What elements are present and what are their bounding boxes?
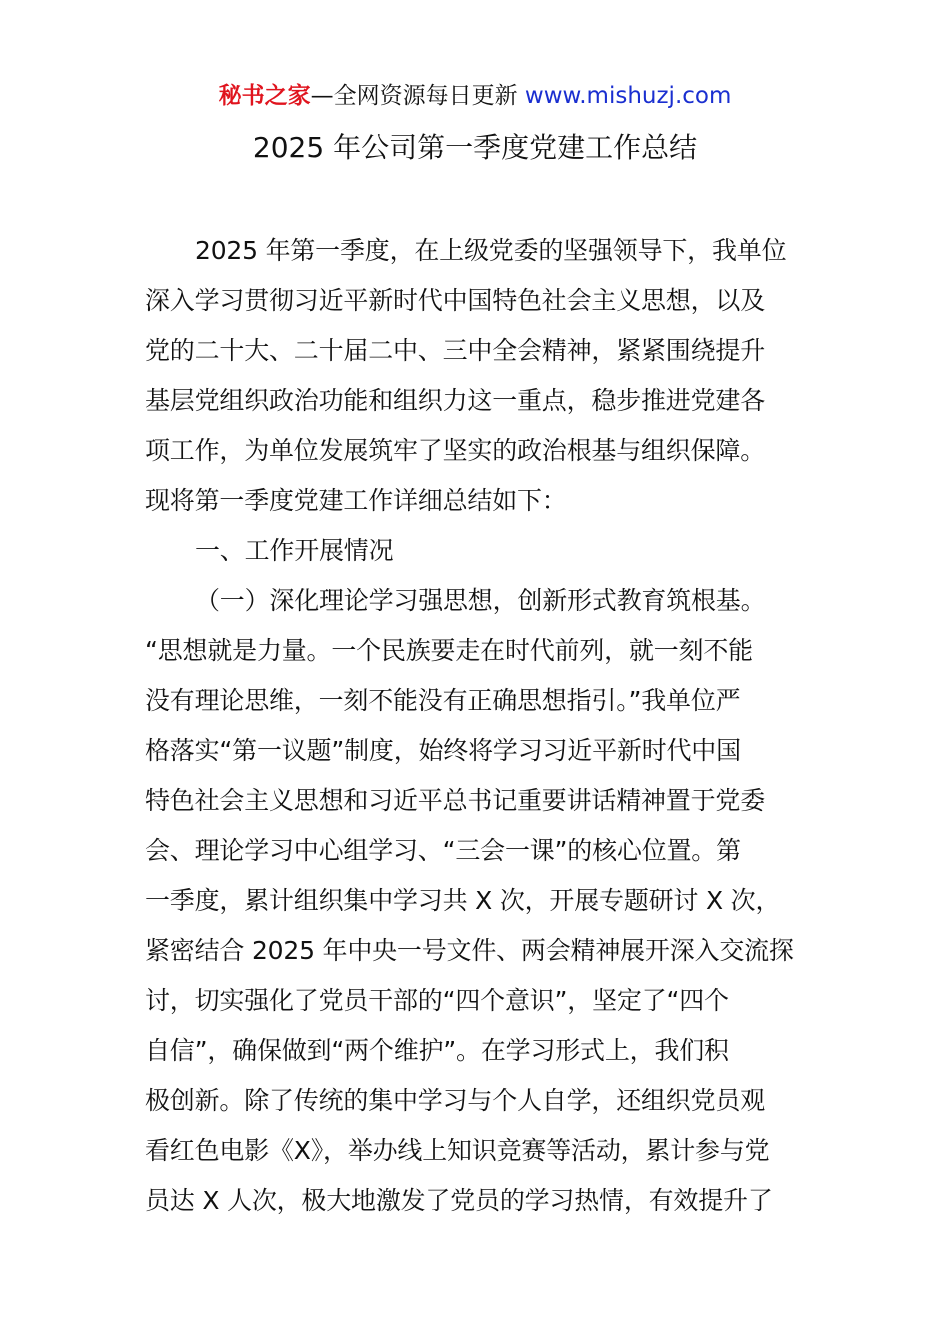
paragraph-line: “思想就是力量。一个民族要走在时代前列，就一刻不能 [145, 636, 753, 665]
document-title: 2025 年公司第一季度党建工作总结 [252, 131, 698, 164]
paragraph-line: 党的二十大、二十届二中、三中全会精神，紧紧围绕提升 [145, 336, 766, 365]
paragraph-line: 会、理论学习中心组学习、“三会一课”的核心位置。第 [145, 836, 741, 865]
section-heading: 一、工作开展情况 [195, 536, 394, 565]
paragraph-line: 自信”，确保做到“两个维护”。在学习形式上，我们积 [145, 1036, 729, 1065]
paragraph-line: 一季度，累计组织集中学习共 X 次，开展专题研讨 X 次， [145, 886, 781, 915]
paragraph-line: 极创新。除了传统的集中学习与个人自学，还组织党员观 [145, 1086, 766, 1115]
site-brand: 秘书之家 [218, 83, 311, 109]
paragraph-line: 项工作，为单位发展筑牢了坚实的政治根基与组织保障。 [145, 436, 766, 465]
paragraph-line: 基层党组织政治功能和组织力这一重点，稳步推进党建各 [145, 386, 766, 415]
site-url-link[interactable]: www.mishuzj.com [524, 83, 732, 109]
paragraph-line: 讨，切实强化了党员干部的“四个意识”，坚定了“四个 [145, 986, 729, 1015]
paragraph-line: 2025 年第一季度，在上级党委的坚强领导下，我单位 [195, 236, 787, 265]
document-body [145, 226, 813, 1226]
site-tagline: —全网资源每日更新 [310, 83, 518, 109]
paragraph-line: 现将第一季度党建工作详细总结如下： [145, 486, 567, 515]
paragraph-line: 深入学习贯彻习近平新时代中国特色社会主义思想，以及 [145, 286, 766, 315]
paragraph-line: 格落实“第一议题”制度，始终将学习习近平新时代中国 [145, 736, 741, 765]
paragraph-line: 看红色电影《X》，举办线上知识竞赛等活动，累计参与党 [145, 1136, 770, 1165]
paragraph-line: 没有理论思维，一刻不能没有正确思想指引。”我单位严 [145, 686, 741, 715]
site-header [0, 80, 950, 112]
paragraph-line: 紧密结合 2025 年中央一号文件、两会精神展开深入交流探 [145, 936, 794, 965]
paragraph-line: 特色社会主义思想和习近平总书记重要讲话精神置于党委 [145, 786, 766, 815]
subsection-heading: （一）深化理论学习强思想，创新形式教育筑根基。 [195, 586, 766, 615]
paragraph-line: 员达 X 人次，极大地激发了党员的学习热情，有效提升了 [145, 1186, 773, 1215]
